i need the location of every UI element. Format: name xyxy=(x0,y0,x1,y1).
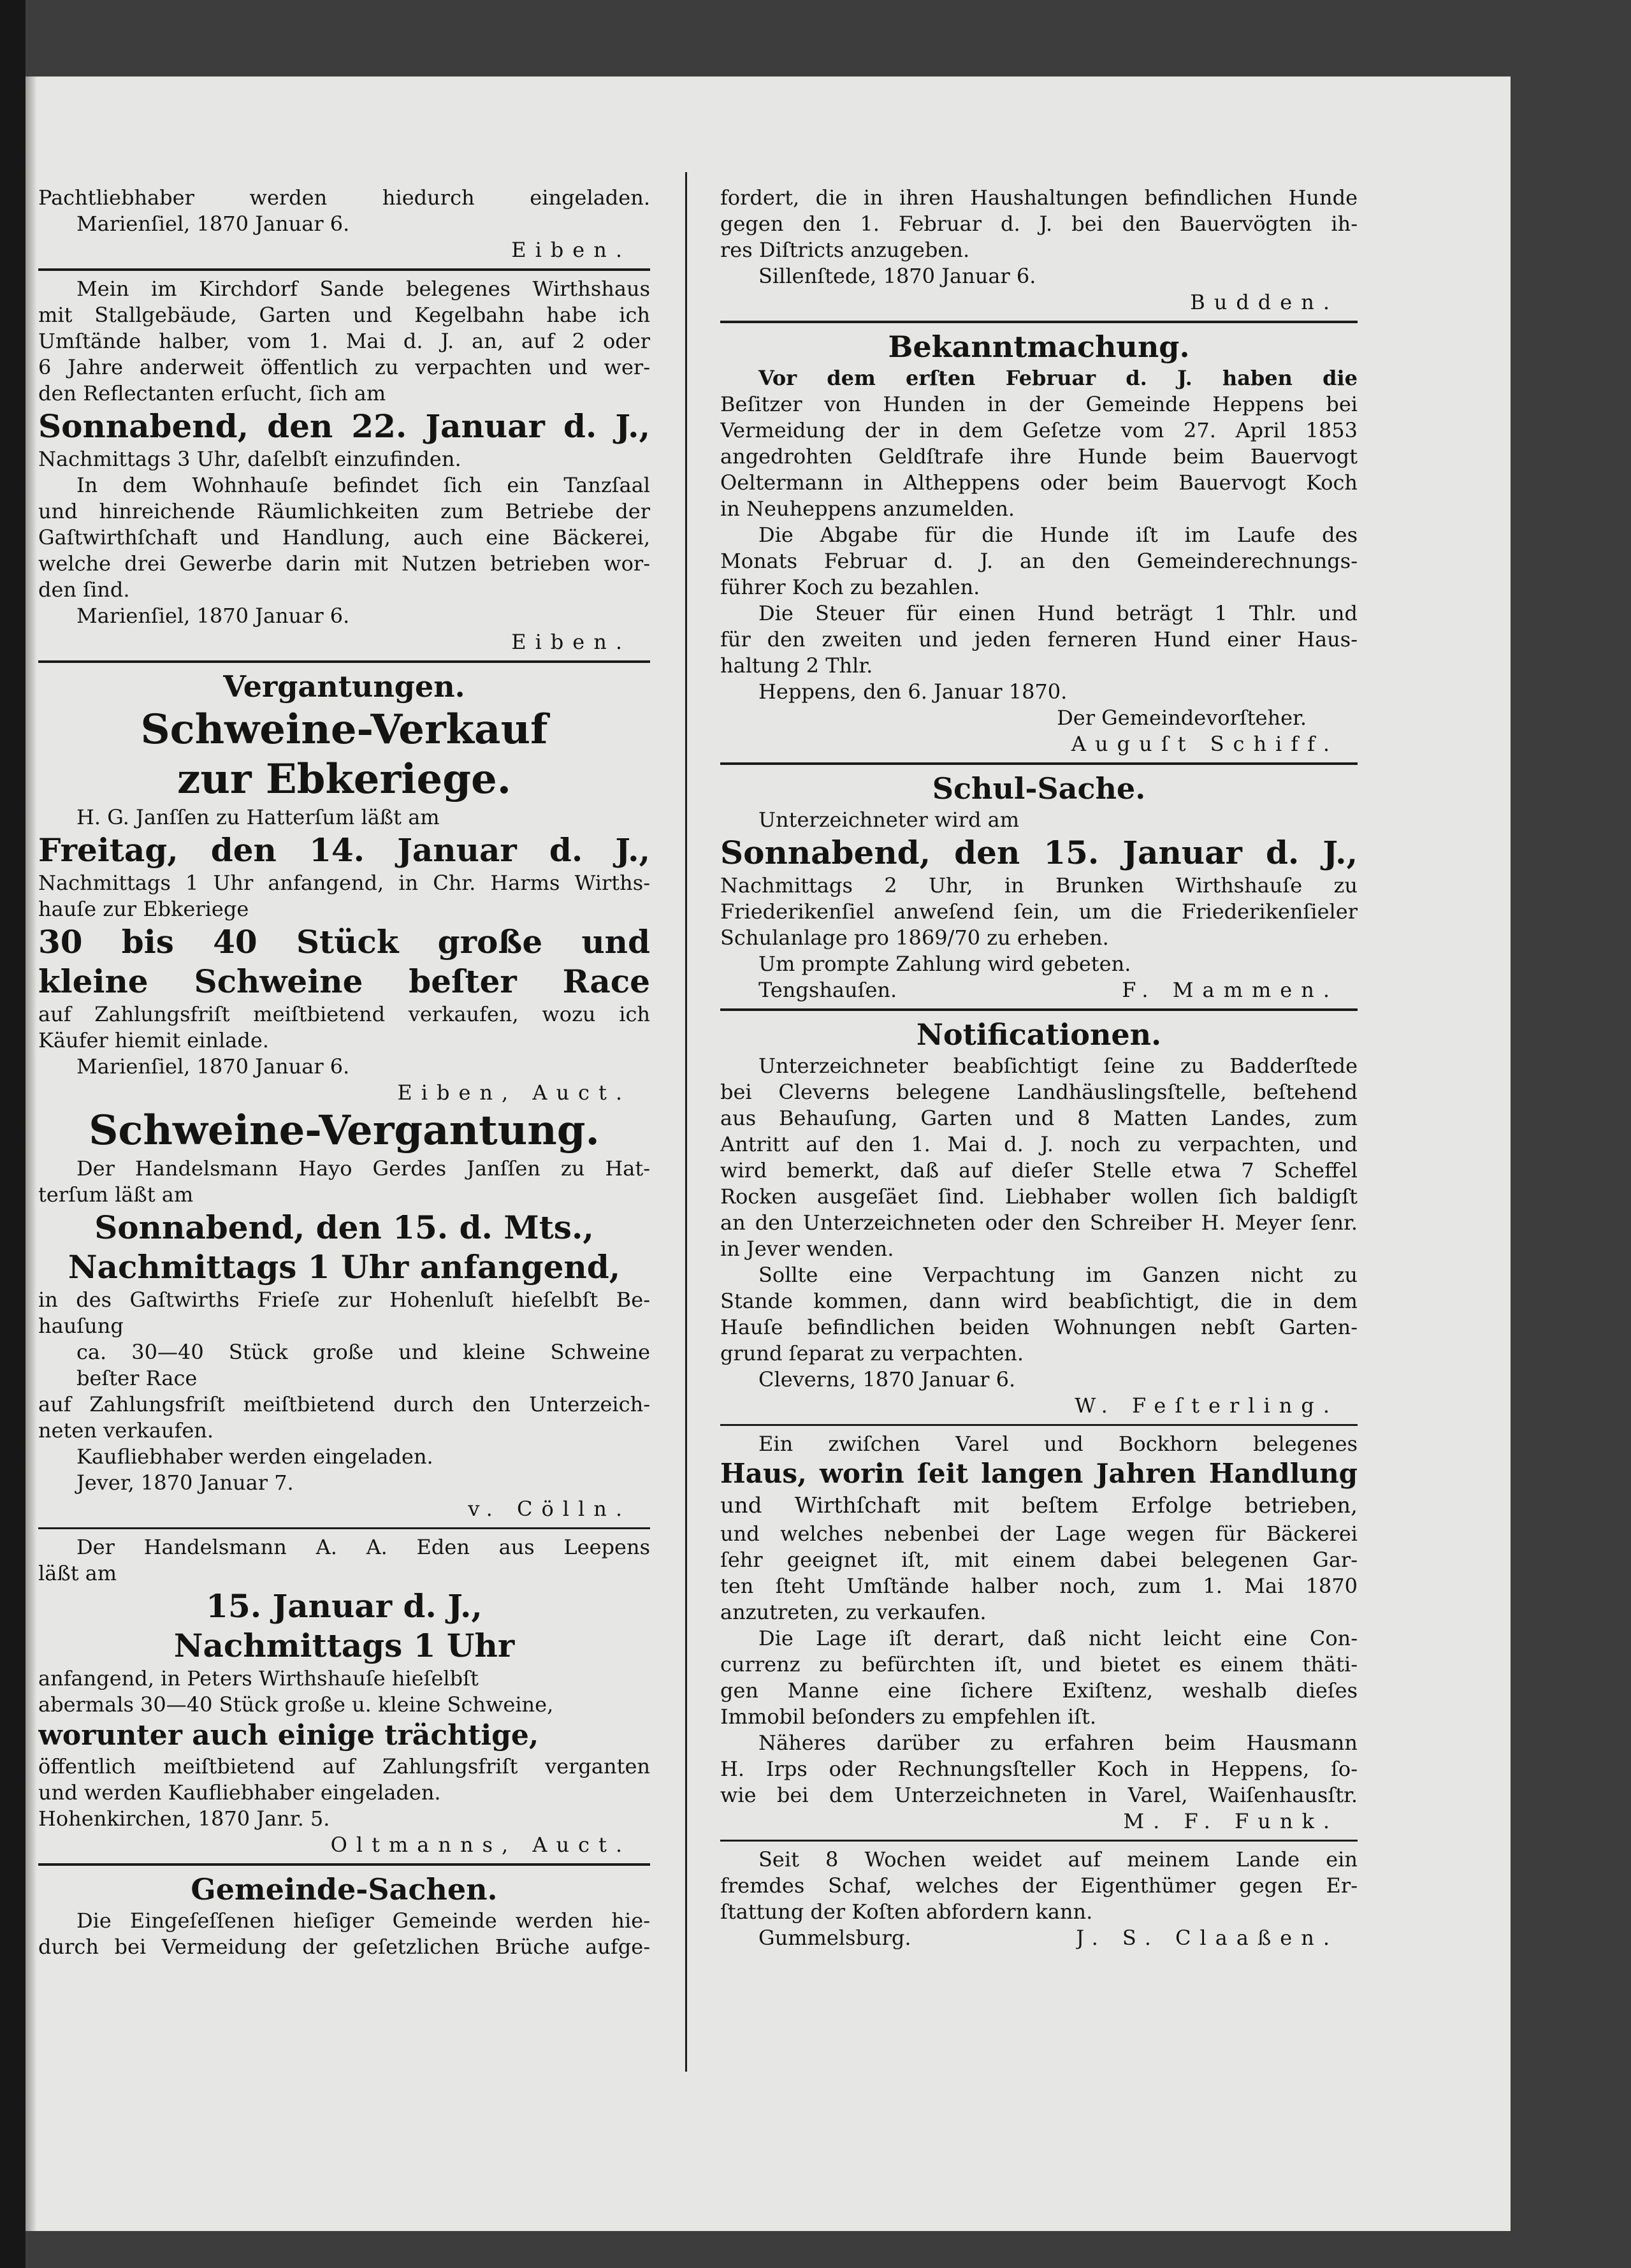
separator-rule xyxy=(720,1840,1358,1842)
text-line: Um prompte Zahlung wird gebeten. xyxy=(758,952,1131,976)
text-line: In dem Wohnhauſe befindet ſich ein Tanzſaal xyxy=(76,473,650,497)
separator-rule xyxy=(720,1008,1358,1011)
separator-rule xyxy=(720,1424,1358,1426)
text-line: mit Stallgebäude, Garten und Kegelbahn habe ich xyxy=(38,303,650,327)
text-line: läßt am xyxy=(38,1561,117,1585)
text-line: grund ſeparat zu verpachten. xyxy=(720,1341,1024,1365)
text-line: Die Steuer für einen Hund beträgt 1 Thlr. und xyxy=(758,601,1358,625)
text-line: Schulanlage pro 1869/70 zu erheben. xyxy=(720,926,1109,950)
text-line: Sollte eine Verpachtung im Ganzen nicht zu xyxy=(758,1263,1358,1287)
text-line: hauſe zur Ebkeriege xyxy=(38,897,249,921)
text-line: wie bei dem Unterzeichneten in Varel, Waiſenhausſtr. xyxy=(720,1783,1358,1807)
text-line: Vor dem erſten Februar d. J. haben die xyxy=(758,366,1358,390)
text-line: Monats Februar d. J. an den Gemeinderechnungs- xyxy=(720,549,1358,573)
text-line: anzutreten, zu verkaufen. xyxy=(720,1600,987,1624)
text-line: Umſtände halber, vom 1. Mai d. J. an, auf 2 oder xyxy=(38,329,650,353)
place-name: Gummelsburg. xyxy=(758,1926,911,1950)
text-line: Hauſe befindlichen beiden Wohnungen nebſt Garten- xyxy=(720,1315,1358,1339)
text-line: für den zweiten und jeden ferneren Hund einer Haus- xyxy=(720,627,1358,651)
text-line: currenz zu befürchten iſt, und bietet es einem thäti- xyxy=(720,1652,1358,1676)
text-line: Der Handelsmann Hayo Gerdes Janſſen zu Hat- xyxy=(76,1156,650,1181)
text-line: haltung 2 Thlr. xyxy=(720,653,873,678)
signature: M. F. Funk. xyxy=(1123,1809,1338,1833)
event-time: Nachmittags 1 Uhr xyxy=(173,1627,515,1664)
text-line: welche drei Gewerbe darin mit Nutzen betrieben wor- xyxy=(38,551,650,576)
text-line: und werden Kaufliebhaber eingeladen. xyxy=(38,1780,441,1805)
ad-headline: zur Ebkeriege. xyxy=(177,755,511,803)
ad-headline: Schweine-Vergantung. xyxy=(89,1107,600,1154)
section-heading: Gemeinde-Sachen. xyxy=(191,1872,498,1907)
text-line: in des Gaſtwirths Frieſe zur Hohenluſt hieſelbſt Be- xyxy=(38,1288,650,1312)
text-line: Der Handelsmann A. A. Eden aus Leepens xyxy=(76,1535,650,1559)
signature: Budden. xyxy=(1190,290,1338,314)
text-line: Sillenſtede, 1870 Januar 6. xyxy=(758,264,1036,288)
text-line: Marienſiel, 1870 Januar 6. xyxy=(76,1054,350,1079)
text-line: Unterzeichneter wird am xyxy=(758,808,1020,832)
text-line: Seit 8 Wochen weidet auf meinem Lande ein xyxy=(758,1847,1358,1872)
text-line: fremdes Schaf, welches der Eigenthümer gegen Er- xyxy=(720,1873,1358,1898)
separator-rule xyxy=(720,321,1358,323)
ad-highlight: kleine Schweine beſter Race xyxy=(38,963,650,1000)
text-line: Die Eingeſeſſenen hieſiger Gemeinde werden hie- xyxy=(76,1908,650,1933)
signature: Eiben, Auct. xyxy=(397,1080,631,1105)
text-line: Hohenkirchen, 1870 Janr. 5. xyxy=(38,1806,330,1831)
section-heading: Bekanntmachung. xyxy=(888,330,1190,364)
signature: Auguſt Schiff. xyxy=(1071,732,1338,756)
text-line: auf Zahlungsfriſt meiſtbietend verkaufen, wozu ich xyxy=(38,1002,650,1026)
text-line: ſtattung der Koſten abfordern kann. xyxy=(720,1900,1093,1924)
text-line: ten ſteht Umſtände halber noch, zum 1. Mai 1870 xyxy=(720,1574,1358,1598)
text-line: Heppens, den 6. Januar 1870. xyxy=(758,680,1068,704)
event-date: 15. Januar d. J., xyxy=(206,1587,482,1625)
text-line: Marienſiel, 1870 Januar 6. xyxy=(76,604,350,628)
text-line: abermals 30—40 Stück große u. kleine Schweine, xyxy=(38,1692,554,1717)
event-date: Sonnabend, den 15. Januar d. J., xyxy=(720,834,1358,871)
text-line: und hinreichende Räumlichkeiten zum Betriebe der xyxy=(38,499,650,523)
text-line: gegen den 1. Februar d. J. bei den Bauervögten ih- xyxy=(720,212,1358,236)
text-line: anfangend, in Peters Wirthshauſe hieſelbſt xyxy=(38,1666,479,1690)
section-heading: Notificationen. xyxy=(916,1017,1162,1052)
text-line: ca. 30—40 Stück große und kleine Schweine xyxy=(76,1340,650,1364)
text-line: beſter Race xyxy=(76,1366,198,1390)
text-line: fordert, die in ihren Haushaltungen befindlichen Hunde xyxy=(720,185,1358,210)
text-line: Kaufliebhaber werden eingeladen. xyxy=(76,1444,433,1469)
text-line: ſehr geeignet iſt, mit einem dabei belegenen Gar- xyxy=(720,1548,1358,1572)
text-line: angedrohten Geldſtrafe ihre Hunde beim Bauervogt xyxy=(720,444,1358,469)
text-line: und welches nebenbei der Lage wegen für Bäckerei xyxy=(720,1522,1358,1546)
ad-highlight: 30 bis 40 Stück große und xyxy=(38,923,650,961)
text-line: Cleverns, 1870 Januar 6. xyxy=(758,1367,1016,1392)
text-line: Pachtliebhaber werden hiedurch eingeladen. xyxy=(38,185,650,210)
text-line: Oeltermann in Altheppens oder beim Bauervogt Koch xyxy=(720,470,1358,495)
text-line: worunter auch einige trächtige, xyxy=(38,1719,539,1752)
signature: W. Feſterling. xyxy=(1075,1393,1338,1418)
text-line: Unterzeichneter beabſichtigt ſeine zu Badderſtede xyxy=(758,1054,1358,1078)
right-column xyxy=(720,102,1358,1951)
text-line: hauſung xyxy=(38,1314,124,1338)
text-line: an den Unterzeichneten oder den Schreiber H. Meyer ſenr. xyxy=(720,1210,1358,1235)
text-line: führer Koch zu bezahlen. xyxy=(720,575,980,599)
signature: J. S. Claaßen. xyxy=(1076,1926,1338,1950)
text-line: Ein zwiſchen Varel und Bockhorn belegenes xyxy=(758,1432,1358,1456)
text-line: in Neuheppens anzumelden. xyxy=(720,497,1015,521)
text-line: Näheres darüber zu erfahren beim Hausmann xyxy=(758,1731,1358,1755)
text-line: öffentlich meiſtbietend auf Zahlungsfriſt verganten xyxy=(38,1754,650,1778)
text-line: Jever, 1870 Januar 7. xyxy=(76,1471,294,1495)
text-line: Gaſtwirthſchaft und Handlung, auch eine Bäckerei, xyxy=(38,525,650,549)
text-line: Stande kommen, dann wird beabſichtigt, die in dem xyxy=(720,1289,1358,1313)
left-column xyxy=(38,102,650,1960)
ad-highlight: Haus, worin ſeit langen Jahren Handlung xyxy=(720,1458,1358,1489)
section-heading: Vergantungen. xyxy=(223,669,465,704)
column-divider xyxy=(685,172,687,2072)
text-line: Die Lage iſt derart, daß nicht leicht eine Con- xyxy=(758,1626,1358,1650)
separator-rule xyxy=(720,762,1358,765)
separator-rule xyxy=(38,660,650,663)
separator-rule xyxy=(38,1863,650,1866)
page-edge-shadow xyxy=(25,76,37,2231)
signature-title: Der Gemeindevorſteher. xyxy=(1057,706,1307,730)
text-line: den Reflectanten erſucht, ſich am xyxy=(38,381,386,405)
text-line: Antritt auf den 1. Mai d. J. noch zu verpachten, und xyxy=(720,1132,1358,1156)
event-date: Freitag, den 14. Januar d. J., xyxy=(38,831,650,869)
text-line: Nachmittags 2 Uhr, in Brunken Wirthshauſe zu xyxy=(720,873,1358,898)
text-line: den ſind. xyxy=(38,578,130,602)
ad-headline: Schweine-Verkauf xyxy=(140,706,548,753)
text-line: auf Zahlungsfriſt meiſtbietend durch den Unterzeich- xyxy=(38,1392,650,1416)
text-line: 6 Jahre anderweit öffentlich zu verpachten und wer- xyxy=(38,355,650,379)
text-line: Immobil beſonders zu empfehlen iſt. xyxy=(720,1705,1097,1729)
text-line: aus Behauſung, Garten und 8 Matten Landes, zum xyxy=(720,1106,1358,1130)
text-line: Beſitzer von Hunden in der Gemeinde Heppens bei xyxy=(720,392,1358,416)
signature-row xyxy=(720,977,1358,1003)
separator-rule xyxy=(38,1527,650,1529)
text-line: terſum läßt am xyxy=(38,1182,194,1207)
scan-background xyxy=(0,0,25,2268)
event-date: Sonnabend, den 15. d. Mts., xyxy=(94,1209,594,1246)
text-line: Marienſiel, 1870 Januar 6. xyxy=(76,212,350,236)
text-line: Nachmittags 3 Uhr, daſelbſt einzufinden. xyxy=(38,447,461,471)
signature: v. Cölln. xyxy=(468,1497,631,1521)
event-time: Nachmittags 1 Uhr anfangend, xyxy=(68,1248,621,1286)
place-name: Tengshauſen. xyxy=(758,978,897,1002)
text-line: gen Manne eine ſichere Exiſtenz, weshalb dieſes xyxy=(720,1678,1358,1703)
text-line: in Jever wenden. xyxy=(720,1237,894,1261)
signature: Oltmanns, Auct. xyxy=(330,1833,631,1857)
text-line: Rocken ausgeſäet ſind. Liebhaber wollen ſich baldigſt xyxy=(720,1184,1358,1209)
text-line: res Diſtricts anzugeben. xyxy=(720,238,970,262)
text-line: Friederikenſiel anweſend ſein, um die Friederikenſieler xyxy=(720,899,1358,924)
text-line: H. G. Janſſen zu Hatterſum läßt am xyxy=(76,805,440,829)
signature: Eiben. xyxy=(511,630,631,654)
text-line: bei Cleverns belegene Landhäuslingsſtelle, beſtehend xyxy=(720,1080,1358,1104)
text-line: neten verkaufen. xyxy=(38,1418,214,1443)
signature: Eiben. xyxy=(511,238,631,262)
ad-highlight: und Wirthſchaft mit beſtem Erfolge betrieben, xyxy=(720,1493,1358,1518)
text-line: Die Abgabe für die Hunde iſt im Laufe des xyxy=(758,523,1358,547)
text-line: Nachmittags 1 Uhr anfangend, in Chr. Harms Wirths- xyxy=(38,871,650,895)
signature: F. Mammen. xyxy=(1122,978,1338,1002)
separator-rule xyxy=(38,268,650,271)
text-line: durch bei Vermeidung der geſetzlichen Brüche aufge- xyxy=(38,1935,650,1959)
text-line: Käufer hiemit einlade. xyxy=(38,1028,269,1052)
signature-row xyxy=(720,1925,1358,1951)
section-heading: Schul-Sache. xyxy=(932,771,1146,806)
event-date: Sonnabend, den 22. Januar d. J., xyxy=(38,407,650,445)
text-line: Vermeidung der in dem Geſetze vom 27. April 1853 xyxy=(720,418,1358,442)
text-line: Mein im Kirchdorf Sande belegenes Wirthshaus xyxy=(76,277,650,301)
text-line: H. Irps oder Rechnungsſteller Koch in Heppens, ſo- xyxy=(720,1757,1358,1781)
text-line: wird bemerkt, daß auf dieſer Stelle etwa 7 Scheffel xyxy=(720,1158,1358,1182)
